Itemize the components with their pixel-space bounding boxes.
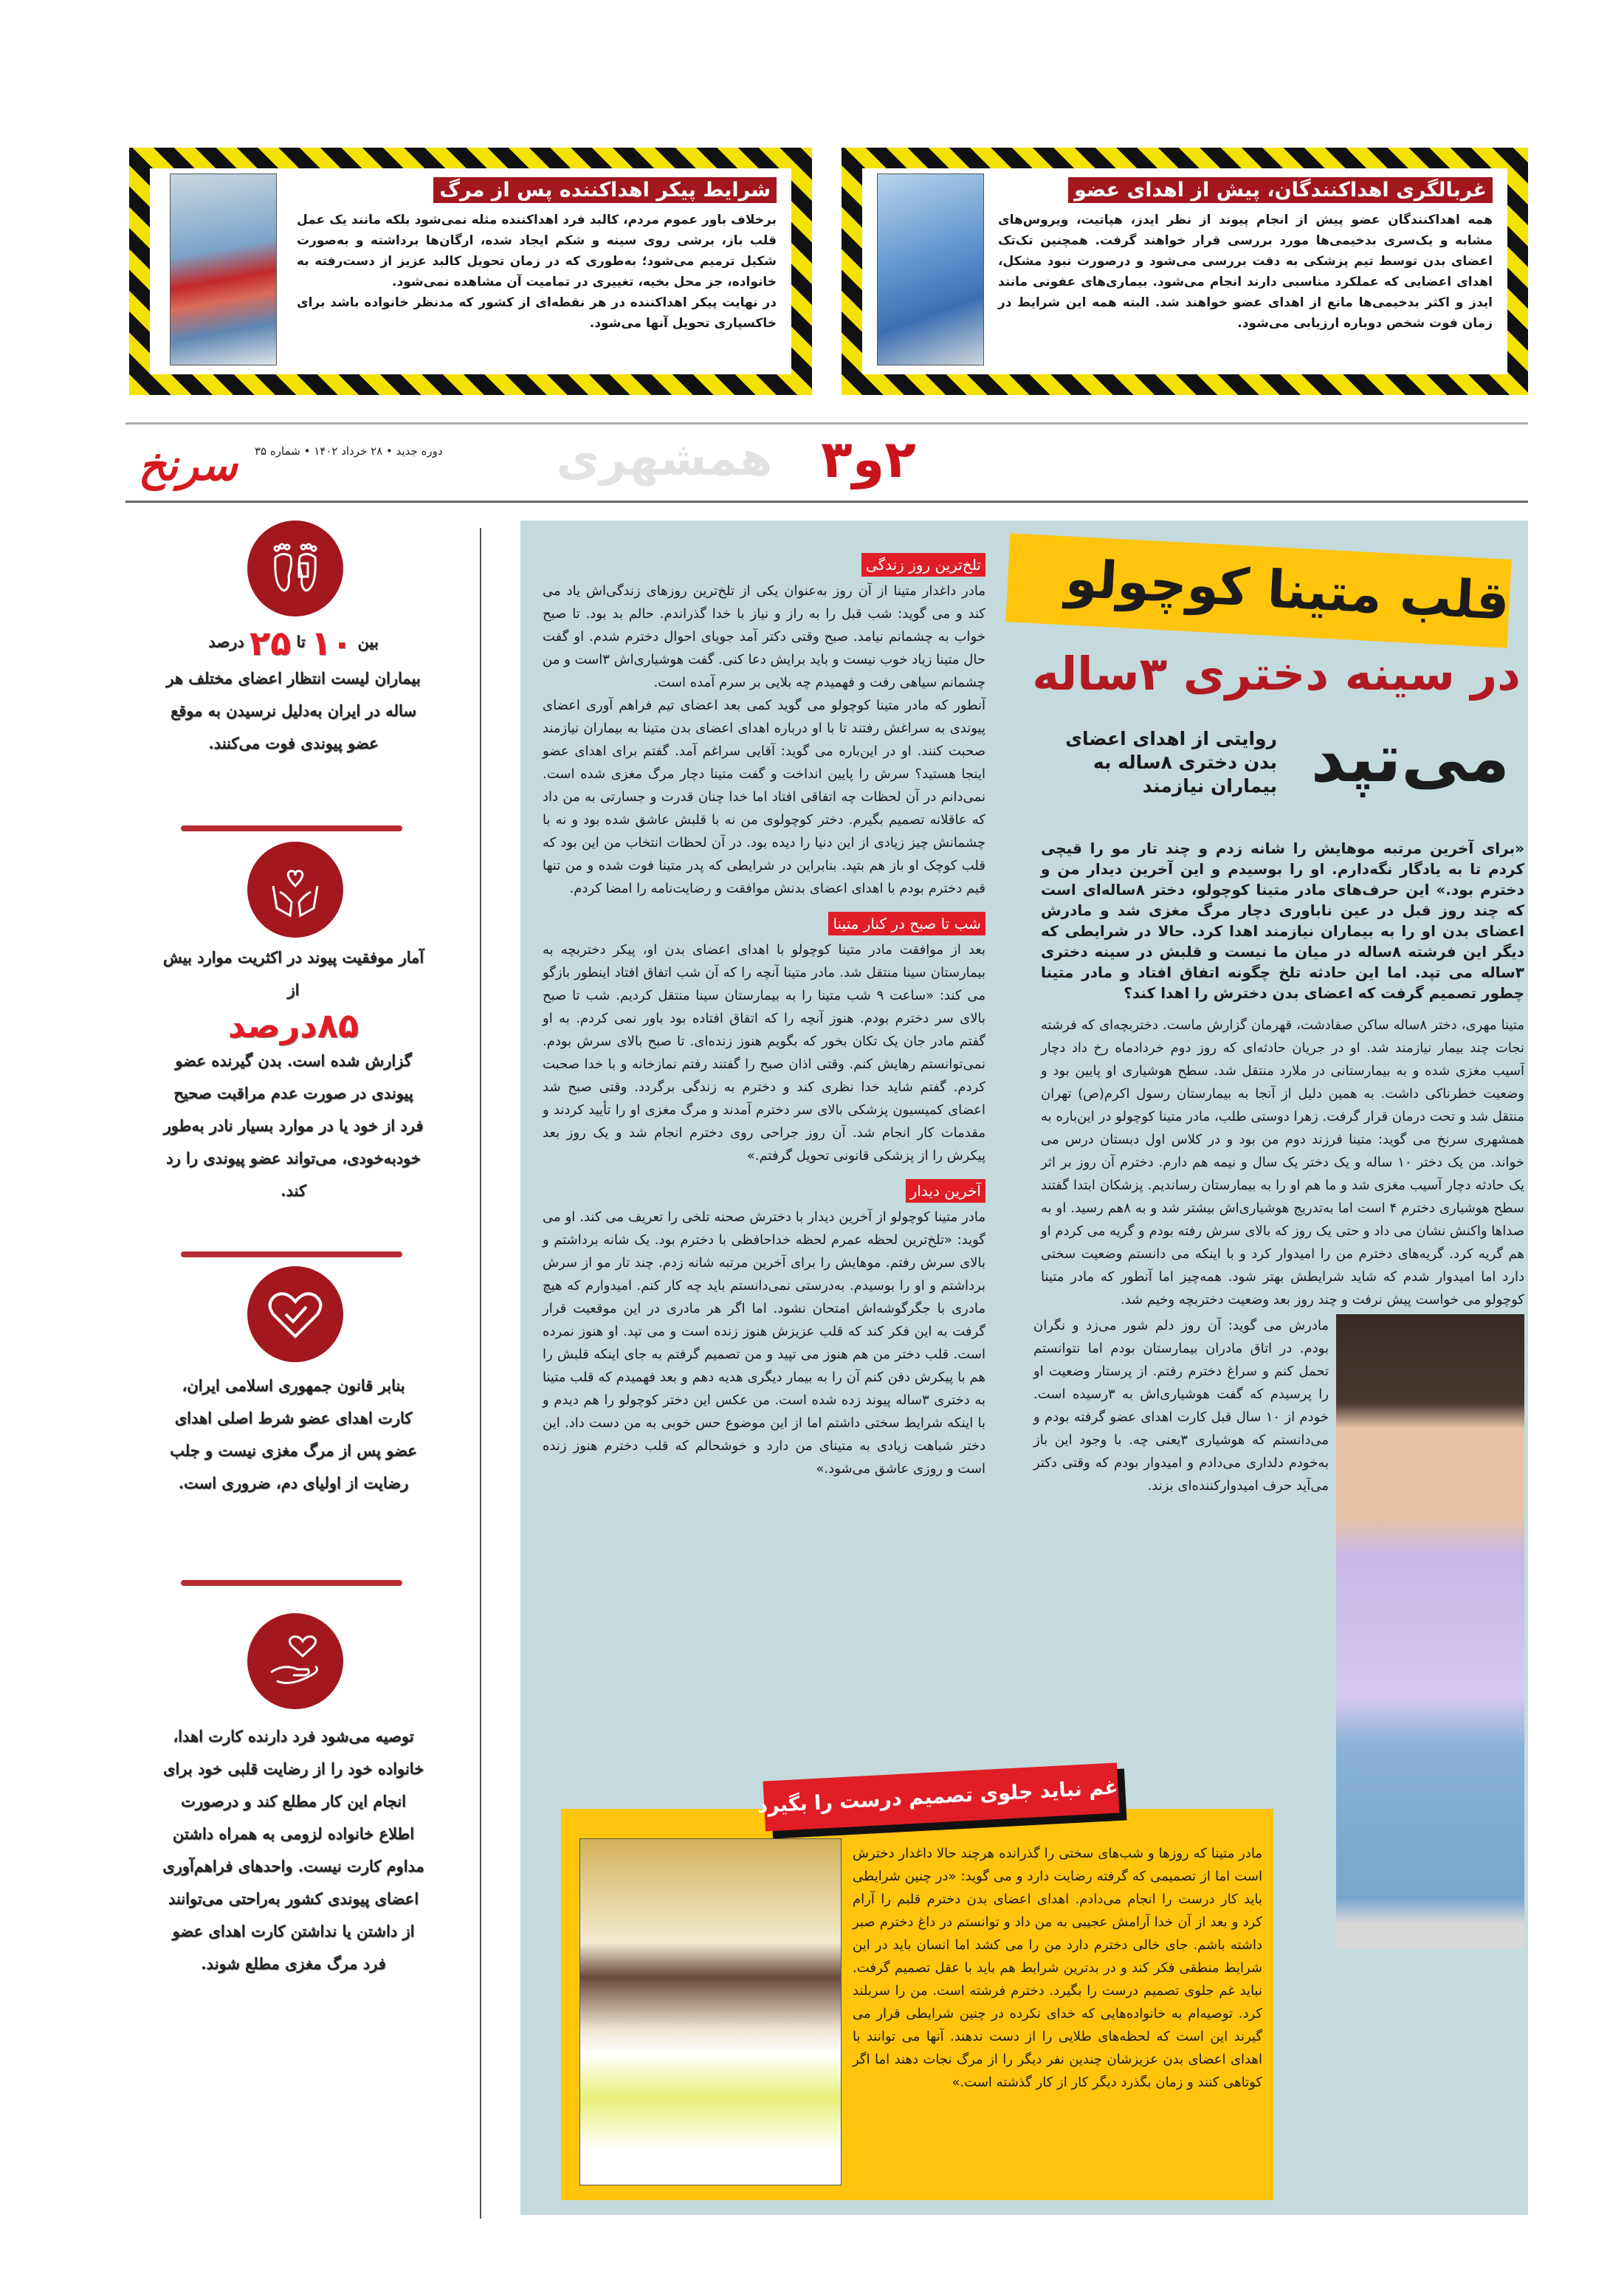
box-paragraph: برخلاف باور عموم مردم، کالبد فرد اهداکننده مثله نمی‌شود بلکه مانند یک عمل قلب باز، برشی روی سینه و شکم ایجاد شده، ارگان‌ها برداشته و به‌صورت شکیل ترمیم می‌شود؛ به‌طوری که در زمان تحویل کالبد عزیز از دست‌رفته به خانواده، جز محل بخیه، تغییری در تمامیت آن مشاهده نمی‌شود. xyxy=(297,213,777,289)
issue-info: دوره جدید • ۲۸ خرداد ۱۴۰۲ • شماره ۳۵ xyxy=(255,444,443,458)
section-text: بعد از موافقت مادر متینا کوچولو با اهدای اعضای بدن او، پیکر دختربچه به بیمارستان سینا منتقل شد. مادر متینا آنچه را که آن شب اتفاق افتاد اینطور بازگو می کند: «ساعت ۹ شب متینا را به بیمارستان سینا منتقل کردیم. شب تا صبح بالای سر دخترم بودم. هنوز آنچه را که اتفاق افتاده بود باور نمی کردم. به او گفتم مادر جان یک تکان بخور که بگویم هنوز زنده‌ای. تا صبح بالای سرش بودم. نمی‌توانستم رهایش کنم. وقتی اذان صبح را گفتند رفتم نمازخانه و با خدا صحبت کردم. گفتم شاید خدا نظری کند و دخترم به زندگی برگردد. وقتی صبح شد اعضای کمیسیون پزشکی بالای سر دخترم آمدند و مرگ مغزی او را تأیید کردند و مقدمات کار انجام شد. آن روز جراحی روی دخترم انجام شد و یک روز بعد پیکرش را از پزشکی قانونی تحویل گرفتم.» xyxy=(543,942,985,1164)
quote-box-text: مادر متینا که روزها و شب‌های سختی را گذرانده هرچند حالا داغدار دخترش است اما از تصمیمی که گرفته رضایت دارد و می گوید: «در چنین شرایطی باید کار درست را انجام می‌دادم. اهدای اعضای بدن دخترم قلبم را آرام کرد و بعد از آن خدا آرامش عجیبی به من داد و توانستم در داغ دخترم صبر داشته باشم. جای خالی دخترم دارد من را می کشد اما انسان باید در این شرایط منطقی فکر کند و در بدترین شرایط هم باید با عقل تصمیم گرفت. نباید غم جلوی تصمیم درست را بگیرد. دخترم فرشته است. من را سربلند کرد. توصیه‌ام به خانواده‌هایی که خدای نکرده در چنین شرایطی قرار می گیرند این است که لحظه‌های طلایی را از دست ندهند. آنها می توانند با اهدای اعضای بدن عزیزشان چندین نفر دیگر را از مرگ نجات دهند اما اگر کوتاهی کنند و زمان بگذرد دیگر کار از کار گذشته است.» xyxy=(853,1846,1262,2090)
subtitle: روایتی از اهدای اعضای بدن دختری ۸ساله به بیماران نیازمند xyxy=(1065,728,1277,797)
headline-line-3: می‌تپد xyxy=(1310,720,1510,797)
section-3 xyxy=(543,1176,985,1480)
stat-post: درصد xyxy=(208,632,244,651)
headline-line-1: قلب متینا کوچولو xyxy=(1064,548,1511,632)
stat-text: گزارش شده است. بدن گیرنده عضو پیوندی در صورت عدم مراقبت صحیح فرد از خود یا در موارد بسیار نادر به‌طور خودبه‌خودی، می‌تواند عضو پیوندی را رد کند. xyxy=(163,1051,424,1200)
stat-unit: درصد xyxy=(227,1006,317,1045)
sidebar-stat-2 xyxy=(162,941,424,1207)
box-title: شرایط پیکر اهداکننده پس از مرگ xyxy=(433,177,777,203)
section-heading: شب تا صبح در کنار متینا xyxy=(828,912,985,935)
page-numbers: ۲و۳ xyxy=(821,429,916,490)
box-paragraph: در نهایت پیکر اهداکننده در هر نقطه‌ای از کشور که مدنظر خانواده باشد برای خاکسپاری تحویل آنها می‌شود. xyxy=(297,295,777,331)
body-right-2: مادرش می گوید: آن روز دلم شور می‌زد و نگران بودم. در اتاق مادران بیمارستان بودم اما نتوانستم تحمل کنم و سراغ دخترم رفتم. از پرستار وضعیت او را پرسیدم که گفت هوشیاری‌اش به ۳رسیده است. خودم از ۱۰ سال قبل کارت اهدای عضو گرفته بودم و می‌دانستم که هوشیاری ۳یعنی چه. با وجود این باز به‌خودم دلداری می‌دادم و امیدوار بودم که وقتی دکتر می‌آید حرف امیدوارکننده‌ای بزند. xyxy=(1033,1318,1329,1494)
sidebar-stat-1 xyxy=(162,624,424,760)
stat-number: ۸۵ xyxy=(317,1006,359,1045)
lead-paragraph: «برای آخرین مرتبه موهایش را شانه زدم و چند تار مو را قیچی کردم تا به یادگار نگه‌دارم. او را بوسیدم و این آخرین دیدار من و دخترم بود.» این حرف‌های مادر متینا کوچولو، دختر ۸ساله‌ای است که چند روز قبل در عین ناباوری دچار مرگ مغزی شد و مادرش اعضای بدن او را به بیماران نیازمند اهدا کرد. حالا در شرایطی که دیگر این فرشته ۸ساله در میان ما نیست و قلبش در سینه دختری ۳ساله می تپد. اما این حادثه تلخ چگونه اتفاق افتاد و مادر متینا چطور تصمیم گرفت که اعضای بدن دخترش را اهدا کند؟ xyxy=(1041,839,1524,1002)
section-heading: تلخ‌ترین روز زندگی xyxy=(861,553,985,577)
section-text: مادر متینا کوچولو از آخرین دیدار با دخترش صحنه تلخی را تعریف می کند. او می گوید: «تلخ‌ترین لحظه عمرم لحظه خداحافظی با دخترم بود. یک شانه برداشتم و بالای سرش رفتم. موهایش را برای آخرین مرتبه شانه زدم. چند تار مو از سرش برداشتم و او را بوسیدم. به‌درستی نمی‌دانستم باید چه کار کنم. امیدوارم که هیچ مادری با جگرگوشه‌اش امتحان نشود. اما اگر هر مادری در این موقعیت قرار گرفت به این فکر کند که قلب عزیزش هنوز زنده است و می تپد. او هنوز نمرده است. قلب دختر من هم هنوز می تپید و من تصمیم گرفتم به جای اینکه قلبش را هم با پیکرش دفن کنم آن را به بیمار دیگری هدیه دهم و بعد فهمیدم که قلب متینا به دختری ۳ساله پیوند زده شده است. من عکس این دختر کوچولو را هم دیدم و با اینکه شرایط سختی داشتم اما از این موضوع حس خوبی به من دست داد. این دختر شباهت زیادی به متینای من دارد و خوشحالم که قلب دخترم هنوز زنده است و روزی عاشق می‌شود.» xyxy=(543,1209,986,1477)
surgery-photo xyxy=(877,174,984,365)
feet-tag-icon xyxy=(247,521,343,616)
section-heading: آخرین دیدار xyxy=(906,1179,985,1203)
sidebar-fact-3: بنابر قانون جمهوری اسلامی ایران، کارت اهدای عضو شرط اصلی اهدای عضو پس از مرگ مغزی نیست و جلب رضایت از اولیای دم، ضروری است. xyxy=(170,1376,417,1492)
hands-heart-icon xyxy=(247,842,343,938)
heart-check-icon xyxy=(247,1266,343,1362)
box-text xyxy=(297,210,777,334)
brush-divider xyxy=(181,1580,402,1586)
stat-number: ۱۰ xyxy=(311,623,353,663)
box-donor-screening xyxy=(842,148,1528,395)
heart-hand-icon xyxy=(247,1613,343,1709)
headline-line-2: در سینه دختری ۳ساله xyxy=(1032,647,1521,701)
box-title: غربالگری اهداکنندگان، پیش از اهدای عضو xyxy=(1068,177,1493,203)
cake-photo xyxy=(579,1838,842,2185)
stat-mid: تا xyxy=(296,632,306,651)
divider xyxy=(125,422,1528,425)
box-text: همه اهداکنندگان عضو پیش از انجام پیوند از نظر ایدز، هپاتیت، ویروس‌های مشابه و یک‌سری بدخیمی‌ها مورد بررسی قرار خواهند گرفت. همچنین تک‌تک اعضای بدن توسط تیم پزشکی به دقت بررسی می‌شود و درصورت نبود مشکل، اهدای اعضایی که عملکرد مناسبی دارند انجام می‌شود. بیماری‌های عفونی مانند ایدز و اکثر بدخیمی‌ها مانع از اهدای عضو خواهند شد. البته همه این شرایط در زمان فوت شخص دوباره ارزیابی می‌شود. xyxy=(998,213,1493,331)
sidebar-fact-4: توصیه می‌شود فرد دارنده کارت اهدا، خانواده خود را از رضایت قلبی خود برای انجام این کار مطلع کند و درصورت اطلاع خانواده لزومی به همراه داشتن مداوم کارت نیست. واحدهای فراهم‌آوری اعضای پیوندی کشور به‌راحتی می‌توانند از داشتن یا نداشتن کارت اهدای عضو فرد مرگ مغزی مطلع شوند. xyxy=(162,1727,424,1973)
box-donor-body xyxy=(129,148,812,395)
column-divider xyxy=(480,528,481,2219)
section-logo: سرنخ xyxy=(138,440,238,490)
body-right: متینا مهری، دختر ۸ساله ساکن صفادشت، قهرمان گزارش ماست. دختربچه‌ای که فرشته نجات چند بیمار نیازمند شد. او در جریان حادثه‌ای که روز دوم خردادماه رخ داد دچار آسیب مغزی شده و به بیمارستانی در ملارد منتقل شد. سطح هوشیاری او پایین بود و وضعیت خطرناکی داشت. به همین دلیل از آنجا به بیمارستان رسول اکرم(ص) تهران منتقل شد و تحت درمان قرار گرفت. زهرا دوستی طلب، مادر متینا کوچولو در این‌باره به همشهری سرنخ می گوید: متینا فرزند دوم من بود و در کلاس اول دبستان درس می خواند. من یک دختر ۱۰ ساله و یک دختر یک سال و نیمه هم دارم. دخترم آن روز بر اثر یک حادثه دچار آسیب مغزی شد و ما هم او را به بیمارستان رساندیم. پزشکان ابتدا گفتند سطح هوشیاری دخترم ۴ است اما به‌تدریج هوشیاری‌اش بیشتر شد و به ۸هم رسید. او به صداها واکنش نشان می داد و حتی یک روز که بالای سرش رفته بودم و گریه می کردم او هم گریه کرد. گریه‌های دخترم من را امیدوار کرد و با اینکه می دانستم وضعیت سختی دارد اما امیدوار شدم که شاید شرایطش بهتر شود. همه‌چیز اما آنطور که مادر متینا کوچولو می خواست پیش نرفت و چند روز بعد وضعیت دختربچه وخیم شد. xyxy=(1041,1017,1524,1308)
section-1 xyxy=(543,550,985,900)
girl-photo xyxy=(1336,1314,1524,1949)
section-2 xyxy=(543,909,985,1167)
brush-divider xyxy=(181,1251,402,1257)
stat-pre: بین xyxy=(357,632,379,651)
organ-transport-photo xyxy=(170,174,277,365)
stat-text: بیماران لیست انتظار اعضای مختلف هر ساله در ایران به‌دلیل نرسیدن به موقع عضو پیوندی فوت می‌کنند. xyxy=(166,669,421,752)
brush-divider xyxy=(181,825,402,831)
section-text: مادر داغدار متینا از آن روز به‌عنوان یکی از تلخ‌ترین روزهای زندگی‌اش یاد می کند و می گوید: شب قبل را به راز و نیاز با خدا گذراندم. حالم بد بود. تا صبح خواب به چشمانم نیامد. صبح وقتی دکتر آمد جویای احوال دخترم شدم. او گفت حال متینا زیاد خوب نیست و باید برایش دعا کنی. گفت هوشیاری‌اش ۳است و من چشمانم سیاهی رفت و فهمیدم چه بلایی بر سرم آمده است. آنطور که مادر متینا کوچولو می گوید کمی بعد اعضای تیم فراهم آوری اعضای پیوندی به سراغش رفتند تا با او درباره اهدای اعضای بدن متینا به بیماران نیازمند صحبت کنند. او در این‌باره می گوید: آقایی سراغم آمد. گفتم برای اهدای عضو اینجا هستید؟ سرش را پایین انداخت و گفت متینا دچار مرگ مغزی شده است. نمی‌دانم در آن لحظات چه اتفاقی افتاد اما خدا چنان قدرت و جسارتی به من داد که عاقلانه تصمیم بگیرم. دختر کوچولوی من نه با قلبش عاشق شده بود و نه با چشمانش چیز زیادی از این دنیا را دیده بود. در آن لحظات انتخاب من این بود که قلب کوچک او باز هم بتپد. بنابراین در شرایطی که پدر متینا فوت شده و من تنها قیم دخترم بودم با اهدای اعضای بدنش موافقت و رضایت‌نامه را امضا کردم. xyxy=(543,583,985,896)
quote-box-title: غم نباید جلوی تصمیم درست را بگیرد xyxy=(763,1762,1120,1831)
paper-name: همشهری xyxy=(556,432,773,487)
middle-column xyxy=(543,550,985,1480)
stat-number: ۲۵ xyxy=(250,623,292,663)
divider xyxy=(125,501,1528,503)
stat-pre: آمار موفقیت پیوند در اکثریت موارد بیش از xyxy=(162,948,424,999)
